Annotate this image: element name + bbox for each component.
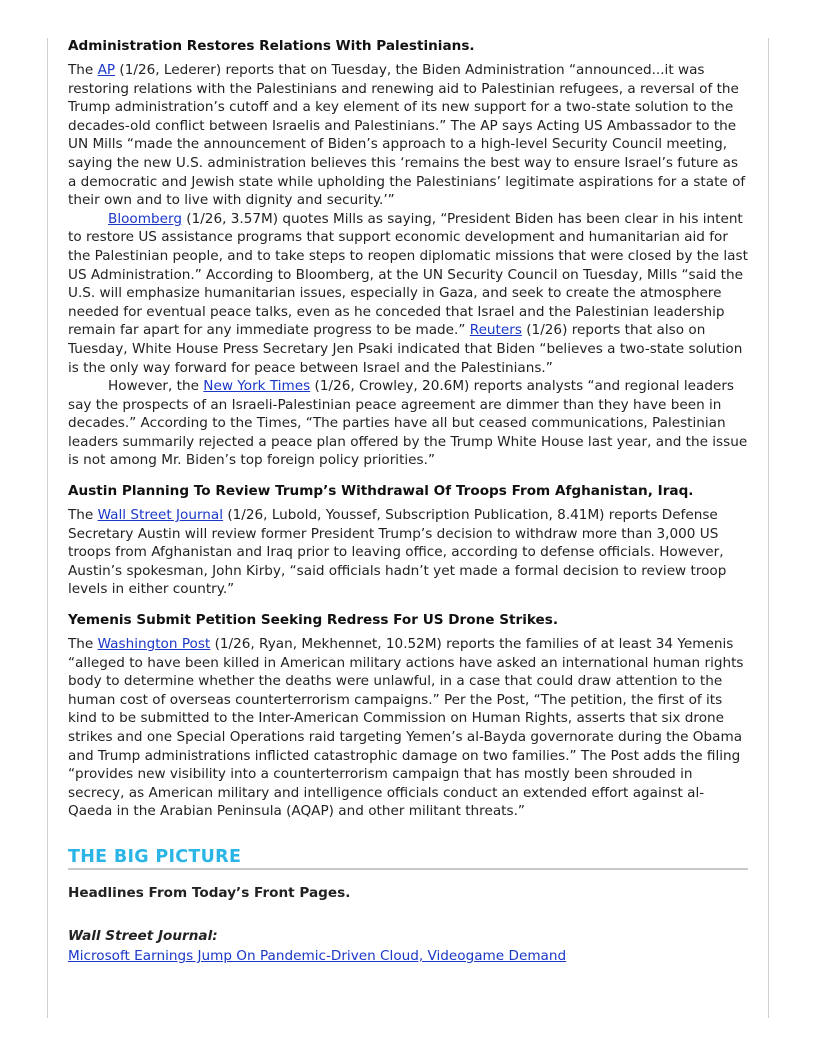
ap-link[interactable]: AP: [97, 62, 116, 78]
left-border: [47, 38, 48, 1018]
section-title: THE BIG PICTURE: [68, 847, 748, 870]
story-austin-review: [68, 482, 748, 599]
story-headline: Administration Restores Relations With Palestinians.: [68, 38, 475, 54]
newsletter-body: [68, 37, 748, 965]
story-headline: Austin Planning To Review Trump’s Withdrawal Of Troops From Afghanistan, Iraq.: [68, 483, 694, 500]
story-yemen-petition: [68, 611, 748, 821]
section-subheadline: Headlines From Today’s Front Pages.: [68, 884, 351, 901]
story-paragraph: However, the New York Times (1/26, Crowley, 20.6M) reports analysts “and regional leaders say the prospects of an Israeli-Palestinian peace agreement are dimmer than they have been in decades.” According to the Times, “The parties have all but ceased communications, Palestinian leaders summarily rejected a peace plan offered by the Trump White House last year, and the issue is not among Mr. Biden’s top foreign policy priorities.”: [68, 378, 748, 469]
nyt-link[interactable]: New York Times: [203, 378, 311, 395]
wsj-link[interactable]: Wall Street Journal: [97, 507, 224, 524]
story-paragraph: Bloomberg (1/26, 3.57M) quotes Mills as saying, “President Biden has been clear in his intent to restore US assistance programs that support economic development and humanitarian aid for the Palestinian people, and to take steps to reopen diplomatic missions that were closed by the last US Administration.” According to Bloomberg, at the UN Security Council on Tuesday, Mills “said the U.S. will emphasize humanitarian issues, especially in Gaza, and seek to create the atmosphere needed for eventual peace talks, even as he conceded that Israel and the Palestinian leadership remain far apart for any immediate progress to be made.” Reuters (1/26) reports that also on Tuesday, White House Press Secretary Jen Psaki indicated that Biden “believes a two-state solution is the only way forward for peace between Israel and the Palestinians.”: [68, 210, 748, 376]
front-page-headline-link[interactable]: Microsoft Earnings Jump On Pandemic-Driven Cloud, Videogame Demand: [68, 947, 567, 964]
story-palestinians: [68, 37, 748, 470]
bloomberg-link[interactable]: Bloomberg: [108, 210, 182, 227]
reuters-link[interactable]: Reuters: [469, 322, 522, 339]
washington-post-link[interactable]: Washington Post: [97, 636, 211, 653]
story-paragraph: The AP (1/26, Lederer) reports that on Tuesday, the Biden Administration “announced...it was restoring relations with the Palestinians and renewing aid to Palestinian refugees, a reversal of the Trump administration’s cutoff and a key element of its new support for a two-state solution to the decades-old conflict between Israelis and Palestinians.” The AP says Acting US Ambassador to the UN Mills “made the announcement of Biden’s approach to a high-level Security Council meeting, saying the new U.S. administration believes this ‘remains the best way to ensure Israel’s future as a democratic and Jewish state while upholding the Palestinians’ legitimate aspirations for a state of their own and to live with dignity and security.’”: [68, 62, 746, 209]
story-paragraph: The Wall Street Journal (1/26, Lubold, Youssef, Subscription Publication, 8.41M) reports Defense Secretary Austin will review former President Trump’s decision to withdraw more than 3,000 US troops from Afghanistan and Iraq prior to leaving office, according to defense officials. However, Austin’s spokesman, John Kirby, “said officials hadn’t yet made a formal decision to review troop levels in either country.”: [68, 507, 727, 598]
paper-name: Wall Street Journal:: [68, 927, 218, 944]
story-headline: Yemenis Submit Petition Seeking Redress For US Drone Strikes.: [68, 612, 559, 629]
story-paragraph: The Washington Post (1/26, Ryan, Mekhennet, 10.52M) reports the families of at least 34 Yemenis “alleged to have been killed in American military actions have asked an international human rights body to determine whether the deaths were unlawful, in a case that could draw attention to the human cost of overseas counterterrorism campaigns.” Per the Post, “The petition, the first of its kind to be submitted to the Inter-American Commission on Human Rights, asserts that six drone strikes and one Special Operations raid targeting Yemen’s al-Bayda governorate during the Obama and Trump administrations inflicted catastrophic damage on two families.” The Post adds the filing “provides new visibility into a counterterrorism campaign that has mostly been shrouded in secrecy, as American military and intelligence officials conduct an extended effort against al-Qaeda in the Arabian Peninsula (AQAP) and other militant threats.”: [68, 636, 744, 820]
right-border: [768, 38, 769, 1018]
